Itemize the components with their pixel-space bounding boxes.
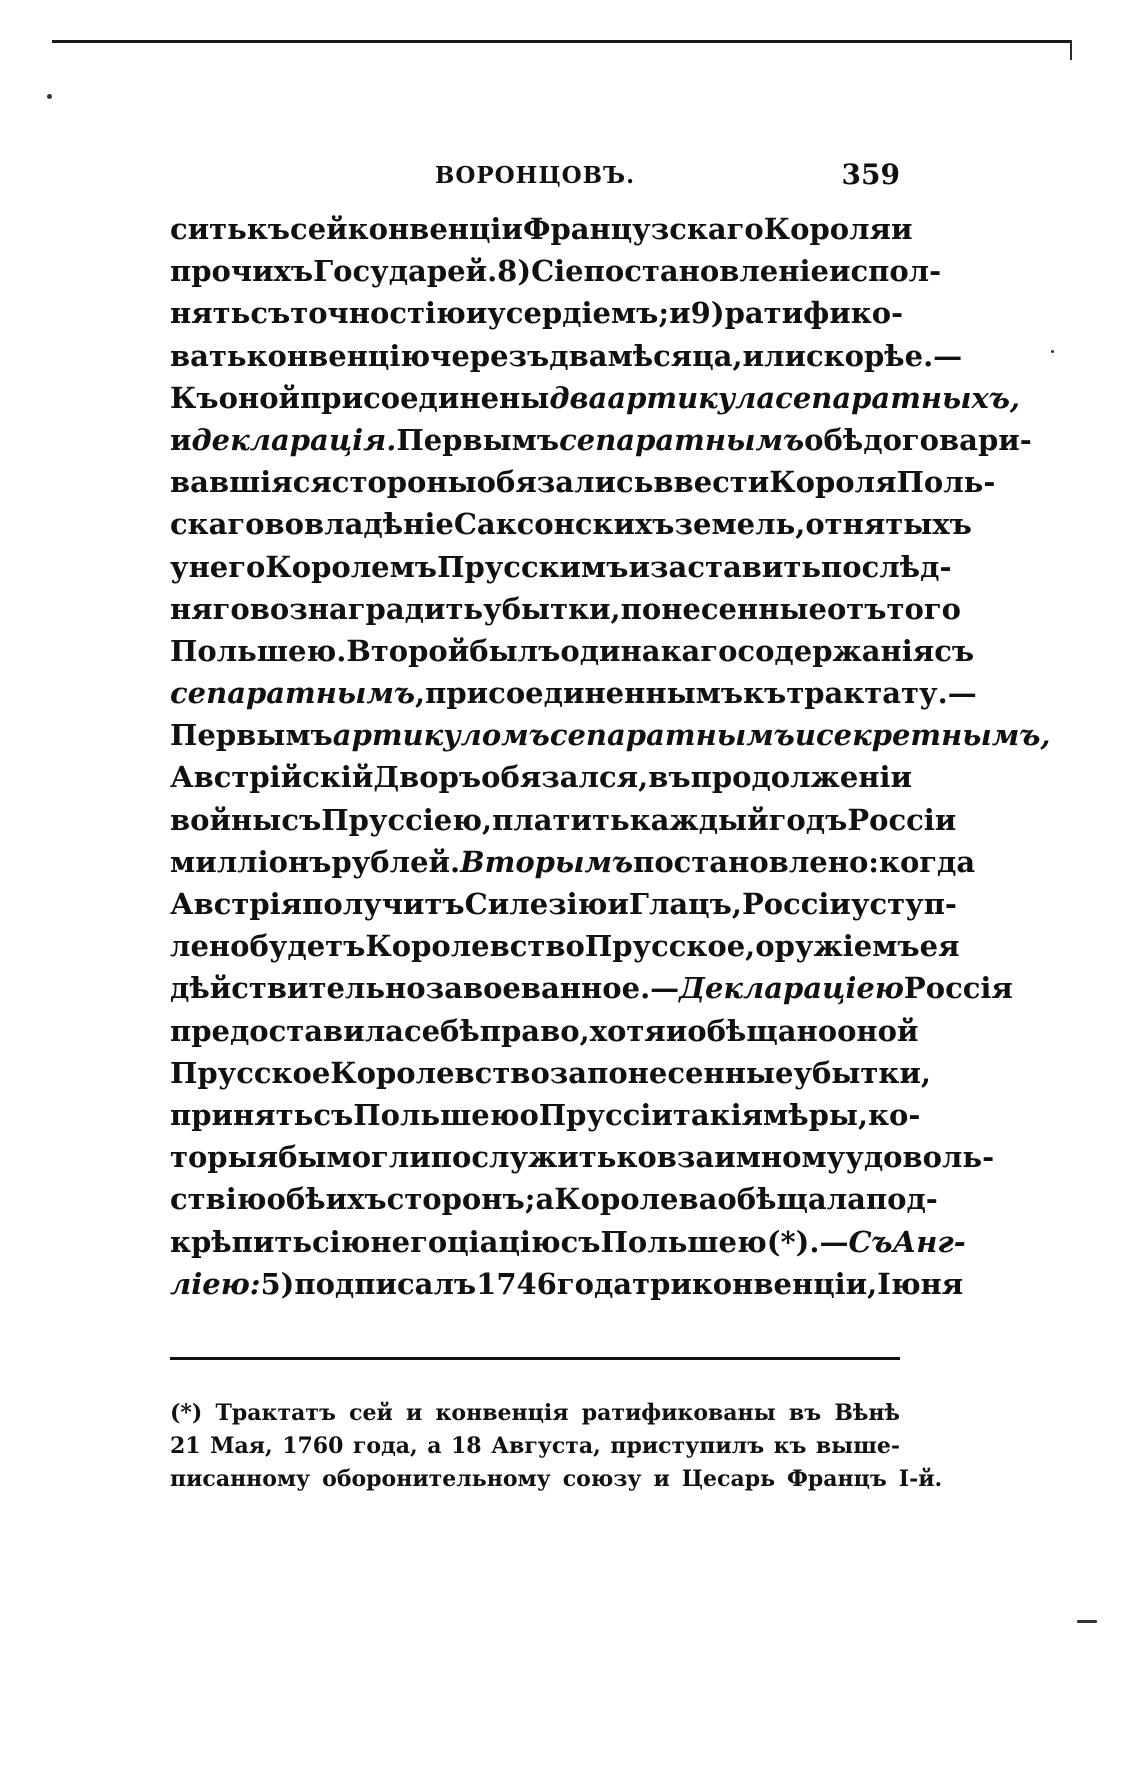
- word: ратифико-: [724, 296, 904, 331]
- text-line: [170, 208, 913, 250]
- word: каждый: [629, 802, 769, 837]
- body-text: [170, 208, 1051, 1305]
- word: Цесарь: [681, 1465, 776, 1492]
- running-title: ВОРОНЦОВЪ.: [434, 162, 636, 189]
- word: трактату.: [786, 676, 948, 711]
- word: (*): [170, 1399, 203, 1426]
- text-line: [170, 841, 976, 883]
- word: конвенція: [435, 1399, 569, 1426]
- word: платить: [492, 802, 630, 837]
- word: и: [890, 212, 913, 246]
- word: Россіи: [741, 887, 851, 921]
- word: къ: [743, 676, 787, 711]
- word: ,: [857, 1097, 869, 1132]
- word: обѣщала: [717, 1182, 866, 1217]
- footnote: [170, 1397, 943, 1496]
- word: стороны: [331, 465, 477, 500]
- word: Второй: [346, 633, 470, 668]
- word: могли: [326, 1140, 431, 1175]
- word: Первымъ: [396, 422, 560, 457]
- word: испол-: [828, 254, 942, 289]
- word: въ: [648, 760, 691, 795]
- text-line: [170, 1094, 921, 1136]
- text-line: [170, 1136, 995, 1178]
- word: Короля: [763, 212, 891, 246]
- word: союзу: [562, 1465, 642, 1492]
- word: понесенные: [620, 591, 827, 626]
- word: къ: [773, 1432, 807, 1459]
- word: обязался: [481, 760, 639, 795]
- word: съ: [560, 1224, 601, 1259]
- word: предоставила: [170, 1013, 404, 1048]
- word: нять: [170, 296, 251, 331]
- word: 18: [450, 1432, 482, 1459]
- word: во: [264, 507, 305, 542]
- word: два: [549, 338, 608, 373]
- word: (*).—: [766, 1224, 849, 1259]
- word: Королевство: [330, 1055, 550, 1090]
- word: торыя: [170, 1140, 279, 1175]
- word: ввести: [653, 465, 770, 500]
- word: выше-: [815, 1432, 900, 1459]
- text-line: [170, 672, 977, 714]
- word: негоціацію: [370, 1224, 561, 1259]
- word: ея: [919, 929, 960, 964]
- word: Королева: [554, 1182, 718, 1217]
- running-head: [170, 158, 900, 198]
- word: былъ: [469, 633, 561, 668]
- word: I-й.: [898, 1465, 943, 1492]
- word: сепаратныхъ,: [775, 380, 1021, 415]
- word: приступилъ: [610, 1432, 765, 1459]
- footnote-line: [170, 1397, 900, 1430]
- word: конвенціи,: [691, 1266, 878, 1301]
- word: артикула: [607, 380, 776, 415]
- word: Австрійскій: [170, 760, 374, 795]
- word: сей: [349, 1399, 393, 1426]
- text-line: [170, 588, 961, 630]
- word: года,: [352, 1432, 418, 1459]
- text-line: [170, 419, 1032, 461]
- word: послѣд-: [821, 549, 952, 584]
- word: сепаратнымъ: [559, 422, 805, 457]
- text-line: [170, 546, 952, 588]
- word: :: [868, 844, 879, 879]
- word: Сіе: [531, 254, 584, 289]
- page-number: 359: [841, 158, 900, 191]
- text-line: [170, 799, 957, 841]
- word: Къ: [170, 380, 219, 415]
- scan-speck: [1077, 1620, 1097, 1623]
- word: Прусское,: [584, 929, 756, 964]
- word: заставить: [650, 549, 822, 584]
- word: когда: [879, 844, 976, 879]
- word: секретнымъ,: [815, 718, 1051, 753]
- word: 5): [260, 1266, 295, 1301]
- text-line: [170, 1052, 931, 1094]
- word: бы: [278, 1140, 327, 1175]
- text-line: [170, 461, 996, 503]
- word: одинакаго: [560, 633, 738, 668]
- word: войны: [170, 802, 282, 837]
- word: и: [653, 1465, 670, 1492]
- scan-border-mark: [1070, 40, 1072, 60]
- word: сію: [312, 1224, 371, 1259]
- word: присоединеннымъ: [425, 676, 744, 711]
- word: содержанія: [737, 633, 935, 668]
- word: Россія: [903, 971, 1013, 1006]
- word: вознаградить: [249, 591, 484, 626]
- word: съ: [281, 802, 322, 837]
- word: удоволь-: [845, 1140, 995, 1175]
- word: у: [170, 549, 189, 584]
- word: и: [406, 1399, 423, 1426]
- text-line: [170, 883, 957, 925]
- word: такія: [672, 1097, 764, 1132]
- word: взаимному: [656, 1140, 846, 1175]
- word: къ: [246, 212, 291, 246]
- word: Короля: [769, 465, 897, 500]
- word: Саксонскихъ: [453, 507, 675, 542]
- word: за: [549, 1055, 588, 1090]
- word: обѣщано: [687, 1013, 838, 1048]
- word: Глацъ,: [628, 887, 742, 921]
- word: Поль-: [896, 465, 996, 500]
- word: крѣпить: [170, 1224, 312, 1259]
- text-line: [170, 1221, 966, 1263]
- word: ,: [415, 676, 426, 711]
- word: или: [742, 338, 807, 373]
- word: и: [794, 718, 816, 753]
- word: милліонъ: [170, 844, 332, 879]
- word: подписалъ: [294, 1266, 477, 1301]
- word: него: [188, 549, 266, 584]
- word: себѣ: [403, 1013, 480, 1048]
- text-line: [170, 503, 972, 545]
- word: мѣры: [763, 1097, 858, 1132]
- word: Францъ: [787, 1465, 887, 1492]
- word: Трактатъ: [215, 1399, 336, 1426]
- word: продолженіи: [690, 760, 913, 795]
- word: ко: [616, 1140, 657, 1175]
- word: хотя: [589, 1013, 666, 1048]
- word: годъ: [768, 802, 848, 837]
- word: рублей.: [331, 844, 461, 879]
- word: Деклараціею: [679, 971, 904, 1006]
- word: Анг-: [892, 1224, 966, 1259]
- word: сепаратнымъ: [549, 718, 795, 753]
- word: съ: [313, 1097, 354, 1132]
- scan-speck: [47, 94, 52, 99]
- word: ствію: [170, 1182, 267, 1217]
- footnote-line: [170, 1430, 900, 1463]
- word: послужить: [430, 1140, 617, 1175]
- word: и: [628, 549, 651, 584]
- text-line: [170, 714, 1051, 756]
- word: отнятыхъ: [805, 507, 972, 542]
- word: декларація.: [191, 422, 397, 457]
- word: Августа,: [491, 1432, 601, 1459]
- text-line: [170, 292, 904, 334]
- word: обѣихъ: [266, 1182, 387, 1217]
- word: Съ: [848, 1224, 893, 1259]
- word: 21: [170, 1432, 201, 1459]
- text-line: [170, 630, 975, 672]
- word: Первымъ: [170, 718, 333, 753]
- word: скорѣе.—: [806, 338, 963, 373]
- word: три: [632, 1266, 692, 1301]
- word: 9): [690, 296, 725, 331]
- word: отъ: [826, 591, 887, 626]
- word: Австрія: [170, 887, 303, 921]
- word: Польшею: [600, 1224, 767, 1259]
- book-page: [170, 158, 1051, 1496]
- word: усердіемъ: [487, 296, 659, 331]
- word: убытки,: [483, 591, 621, 626]
- word: ,: [481, 802, 493, 837]
- word: того: [886, 591, 961, 626]
- word: ко-: [868, 1097, 921, 1132]
- word: ліею:: [170, 1266, 261, 1301]
- word: 1746: [476, 1266, 557, 1301]
- text-line: [170, 250, 942, 292]
- word: два: [549, 380, 608, 415]
- text-line: [170, 756, 913, 798]
- word: писанному: [170, 1465, 311, 1492]
- word: скаго: [170, 507, 265, 542]
- word: вавшіяся: [170, 465, 332, 500]
- word: сей: [290, 212, 348, 246]
- word: убытки: [793, 1055, 921, 1090]
- text-line: [170, 1178, 938, 1220]
- scan-border-top: [52, 40, 1072, 43]
- word: Мая,: [210, 1432, 273, 1459]
- word: сторонъ;: [386, 1182, 536, 1217]
- word: получитъ: [302, 887, 465, 921]
- word: точностію: [290, 296, 466, 331]
- word: и: [607, 887, 629, 921]
- word: конвенцію: [246, 338, 431, 373]
- footnote-rule: [170, 1357, 900, 1360]
- word: оной: [218, 380, 301, 415]
- word: и: [669, 296, 691, 331]
- word: съ: [934, 633, 975, 668]
- word: Пруссіею: [321, 802, 482, 837]
- word: Іюня: [877, 1266, 964, 1301]
- word: лено: [170, 929, 250, 964]
- word: понесенные: [587, 1055, 794, 1090]
- word: Пруссіи: [538, 1097, 673, 1132]
- word: а: [535, 1182, 555, 1217]
- word: сить: [170, 212, 247, 246]
- word: о: [519, 1097, 539, 1132]
- word: Дворъ: [373, 760, 482, 795]
- word: под-: [865, 1182, 938, 1217]
- word: Государей.: [313, 254, 498, 289]
- word: Польшею.: [170, 633, 347, 668]
- word: Королемъ: [265, 549, 438, 584]
- word: земель,: [674, 507, 806, 542]
- word: мѣсяца,: [607, 338, 743, 373]
- word: Королевство: [365, 929, 585, 964]
- word: постановлено: [633, 844, 869, 879]
- word: Прусскимъ: [437, 549, 629, 584]
- word: а: [427, 1432, 442, 1459]
- word: Польшею: [353, 1097, 520, 1132]
- word: владѣніе: [304, 507, 454, 542]
- word: ,: [579, 1013, 590, 1048]
- word: Вторымъ: [460, 844, 634, 879]
- text-line: [170, 335, 963, 377]
- word: обязались: [476, 465, 654, 500]
- text-line: [170, 967, 1013, 1009]
- word: постановленіе: [583, 254, 829, 289]
- word: 1760: [282, 1432, 344, 1459]
- word: Прусское: [170, 1055, 331, 1090]
- word: —: [947, 676, 977, 711]
- word: договари-: [863, 422, 1032, 457]
- word: оной: [837, 1013, 919, 1048]
- word: Силезію: [464, 887, 608, 921]
- text-line: [170, 1263, 964, 1305]
- word: и: [170, 422, 192, 457]
- word: ратификованы: [581, 1399, 776, 1426]
- word: черезъ: [430, 338, 550, 373]
- word: дѣйствительно: [170, 971, 426, 1006]
- word: будетъ: [249, 929, 366, 964]
- word: сепаратнымъ: [170, 676, 416, 711]
- word: и: [665, 1013, 688, 1048]
- word: и: [465, 296, 488, 331]
- text-line: [170, 925, 960, 967]
- word: уступ-: [850, 887, 957, 921]
- word: присоединены: [300, 380, 550, 415]
- word: 8): [497, 254, 532, 289]
- word: Россіи: [847, 802, 957, 837]
- word: Французскаго: [522, 212, 764, 246]
- word: артикуломъ: [332, 718, 550, 753]
- word: вать: [170, 338, 247, 373]
- scan-speck: [1051, 350, 1054, 353]
- word: съ: [250, 296, 291, 331]
- word: право: [479, 1013, 580, 1048]
- word: ,: [920, 1055, 931, 1090]
- word: ,: [638, 760, 649, 795]
- text-line: [170, 1010, 919, 1052]
- word: оружіемъ: [755, 929, 920, 964]
- word: завоеванное.—: [425, 971, 680, 1006]
- word: принять: [170, 1097, 314, 1132]
- word: года: [556, 1266, 633, 1301]
- word: прочихъ: [170, 254, 314, 289]
- word: няго: [170, 591, 250, 626]
- word: ;: [658, 296, 670, 331]
- footnote-line: [170, 1463, 943, 1496]
- word: оборонительному: [322, 1465, 551, 1492]
- word: конвенціи: [347, 212, 523, 246]
- word: Вѣнѣ: [834, 1399, 900, 1426]
- word: въ: [788, 1399, 822, 1426]
- text-line: [170, 377, 1021, 419]
- word: обѣ: [804, 422, 864, 457]
